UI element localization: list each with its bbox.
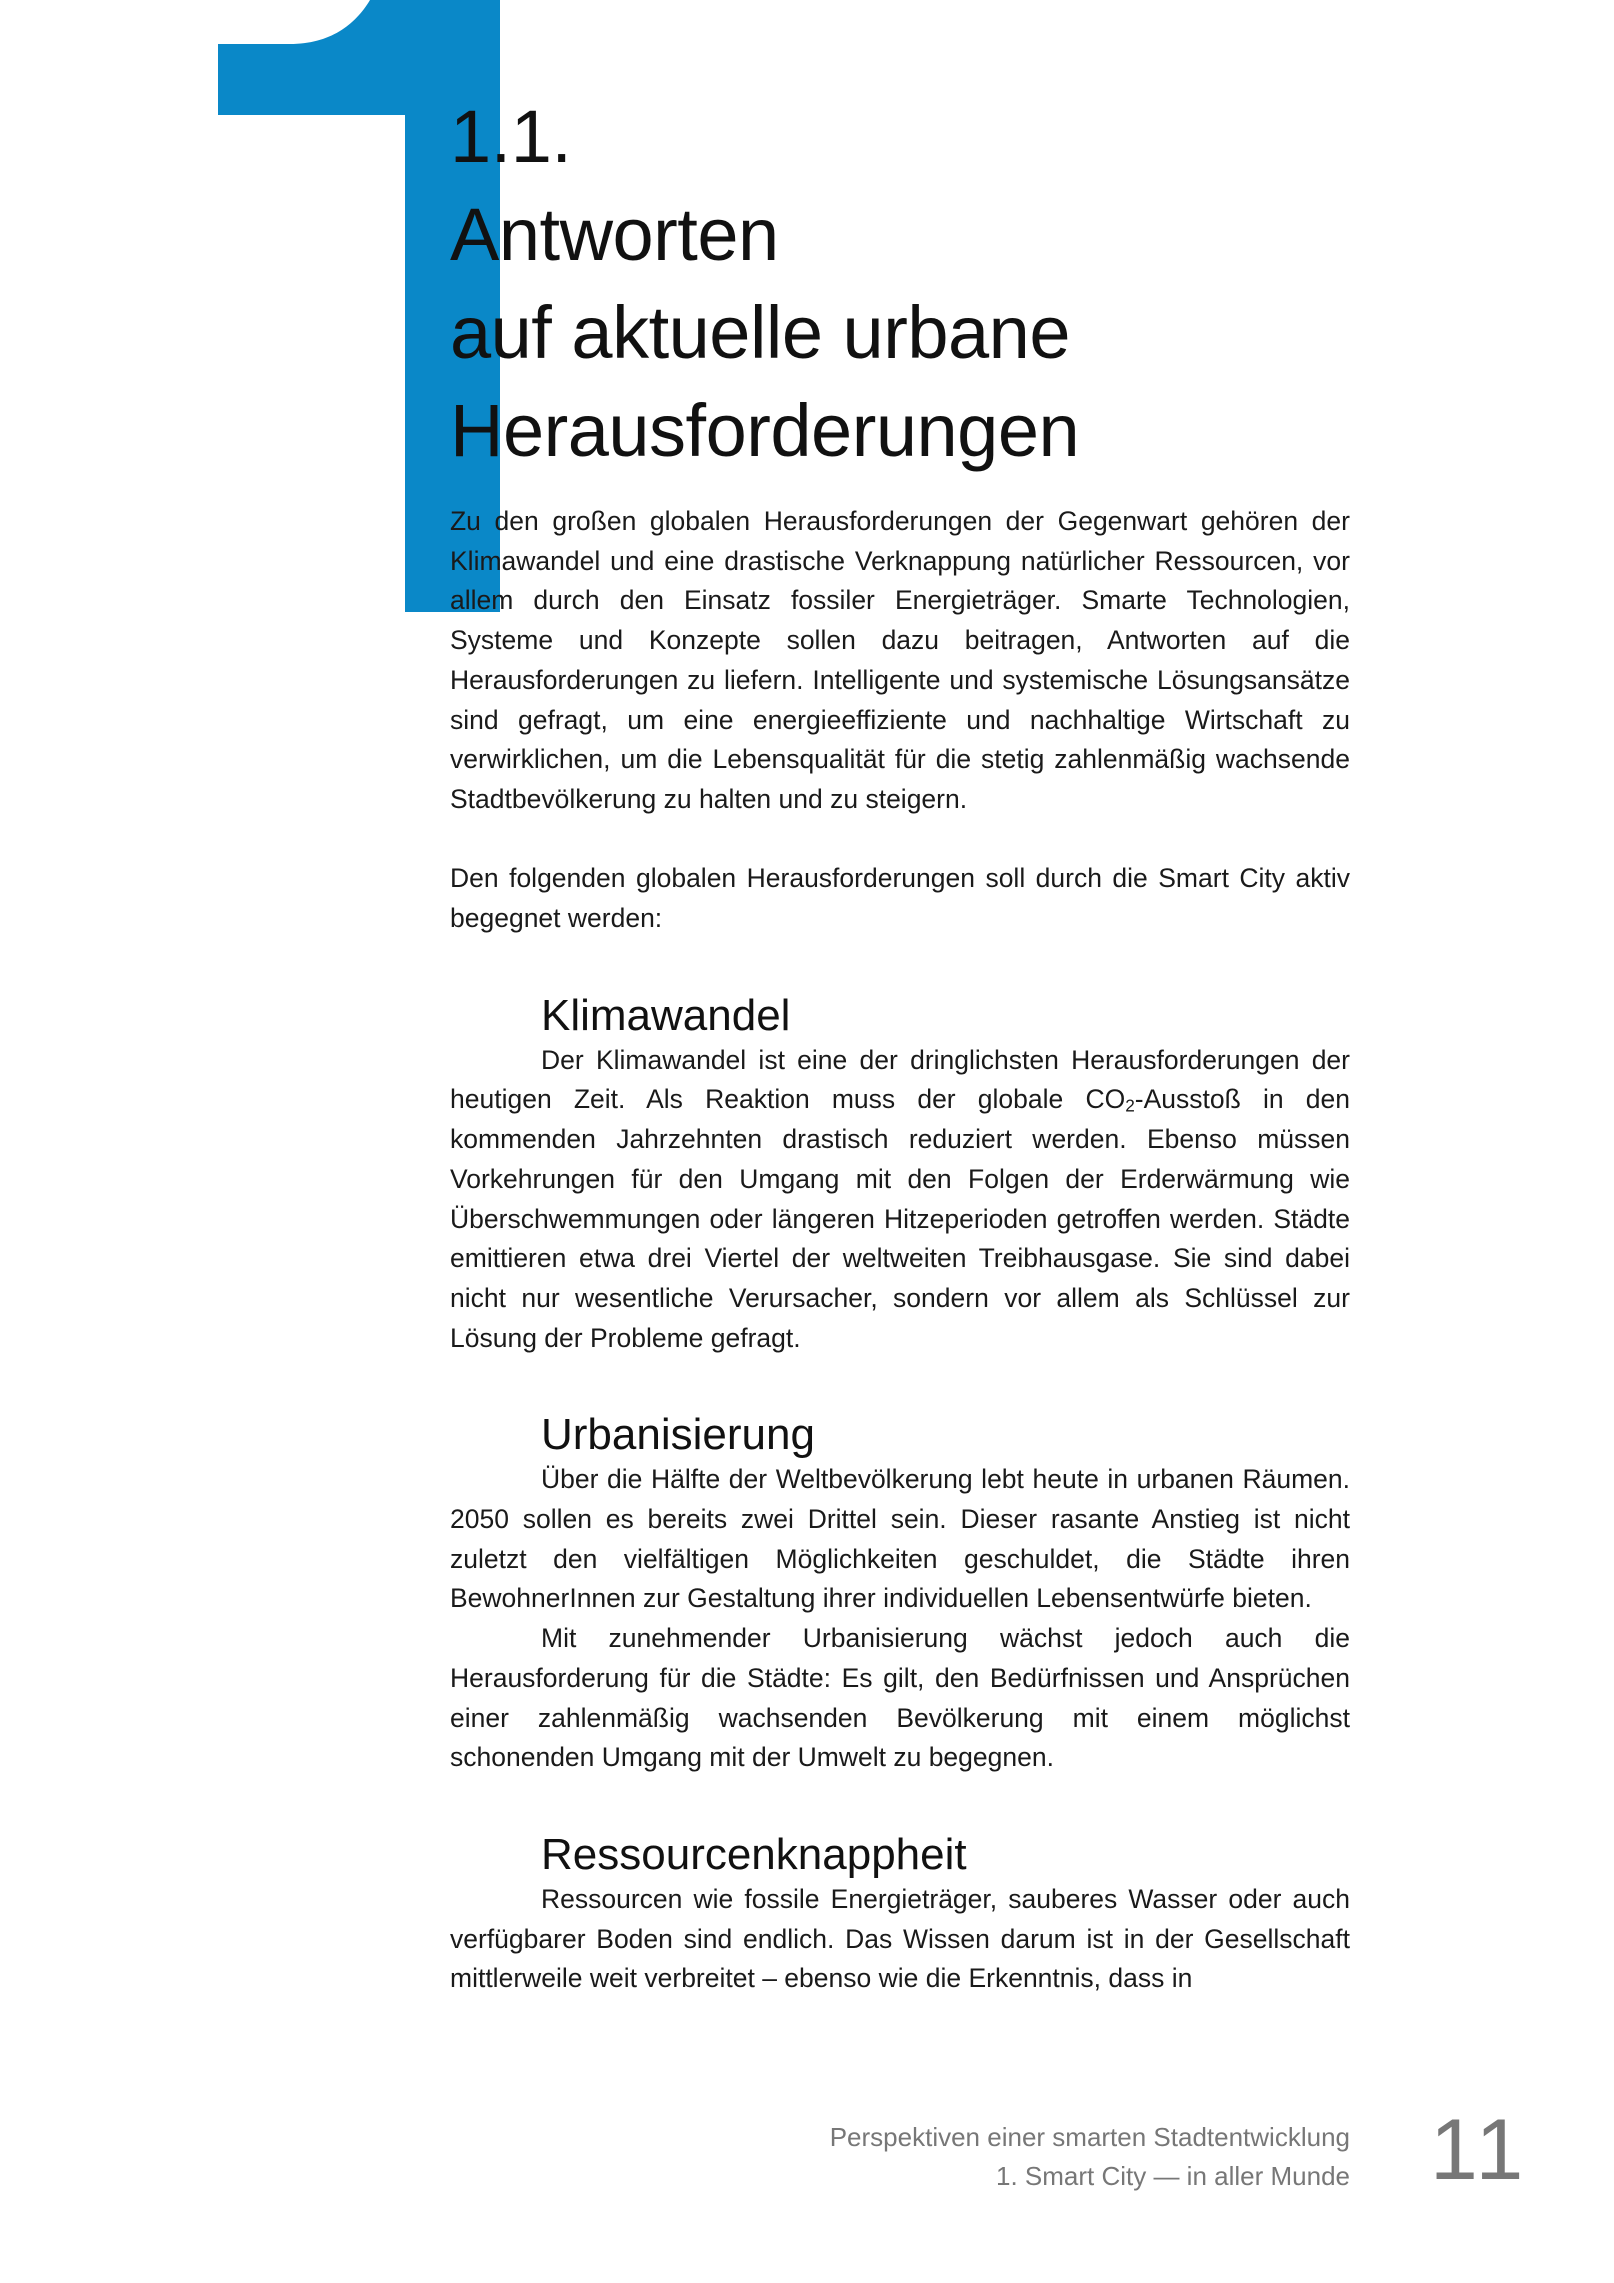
intro-paragraph-challenges: Den folgenden globalen Herausforderungen soll durch die Smart City aktiv begegnet werden: xyxy=(450,863,1350,934)
klimawandel-text-part1: Der Klimawandel ist eine der dringlichsten Herausforderungen der heutigen Zeit. Als Reaktion muss der globale CO xyxy=(450,1044,1350,1115)
section-heading-klimawandel: Klimawandel xyxy=(541,990,791,1040)
section-ressourcenknappheit xyxy=(450,1830,1350,1999)
page-content xyxy=(450,88,1350,1999)
chapter-title: Antworten auf aktuelle urbane Herausforderungen xyxy=(450,193,1080,472)
page-number: 11 xyxy=(1430,2102,1528,2198)
urbanisierung-paragraph-2: Mit zunehmender Urbanisierung wächst jedoch auch die Herausforderung für die Städte: Es gilt, den Bedürfnissen und Ansprüchen einer zahlenmäßig wachsenden Bevölkerung mit einem möglichst schonenden Umgang mit der Umwelt zu begegnen. xyxy=(450,1623,1350,1773)
section-heading-ressourcenknappheit: Ressourcenknappheit xyxy=(541,1829,967,1879)
ressourcenknappheit-paragraph: Ressourcen wie fossile Energieträger, sauberes Wasser oder auch verfügbarer Boden sind endlich. Das Wissen darum ist in der Gesellschaft mittlerweile weit verbreitet – ebenso wie die Erkenntnis, dass in xyxy=(450,1883,1350,1994)
section-urbanisierung xyxy=(450,1410,1350,1778)
intro-paragraph: Zu den großen globalen Herausforderungen der Gegenwart gehören der Klimawandel und eine drastische Verknappung natürlicher Ressourcen, vor allem durch den Einsatz fossiler Energieträger. Smarte Technologien, Systeme und Konzepte sollen dazu beitragen, Antworten auf die Herausforderungen zu liefern. Intelligente und systemische Lösungsansätze sind gefragt, um eine energieeffiziente und nachhaltige Wirtschaft zu verwirklichen, um die Lebensqualität für die stetig zahlenmäßig wachsende Stadtbevölkerung zu halten und zu steigern. xyxy=(450,506,1350,814)
section-heading-urbanisierung: Urbanisierung xyxy=(541,1410,815,1460)
chapter-numeral-graphic xyxy=(0,0,520,620)
chapter-number: 1.1. xyxy=(450,95,572,178)
footer-chapter-title: 1. Smart City — in aller Munde xyxy=(995,2161,1350,2191)
page-footer xyxy=(830,2118,1350,2196)
section-klimawandel xyxy=(450,991,1350,1359)
co2-subscript: 2 xyxy=(1125,1095,1135,1116)
footer-publication-title: Perspektiven einer smarten Stadtentwicklung xyxy=(829,2122,1350,2152)
klimawandel-paragraph xyxy=(450,1041,1350,1359)
klimawandel-text-part2: -Ausstoß in den kommenden Jahrzehnten drastisch reduziert werden. Ebenso müssen Vorkehrungen für den Umgang mit den Folgen der Erderwärmung wie Überschwemmungen oder längeren Hitzeperioden getroffen werden. Städte emittieren etwa drei Viertel der weltweiten Treibhausgase. Sie sind dabei nicht nur wesentliche Verursacher, sondern vor allem als Schlüssel zur Lösung der Probleme gefragt. xyxy=(450,1084,1350,1353)
urbanisierung-paragraph-1: Über die Hälfte der Weltbevölkerung lebt heute in urbanen Räumen. 2050 sollen es bereits zwei Drittel sein. Dieser rasante Anstieg ist nicht zuletzt den vielfältigen Möglichkeiten geschuldet, die Städte ihren BewohnerInnen zur Gestaltung ihrer individuellen Lebensentwürfe bieten. xyxy=(450,1464,1350,1614)
intro-section xyxy=(450,502,1350,939)
